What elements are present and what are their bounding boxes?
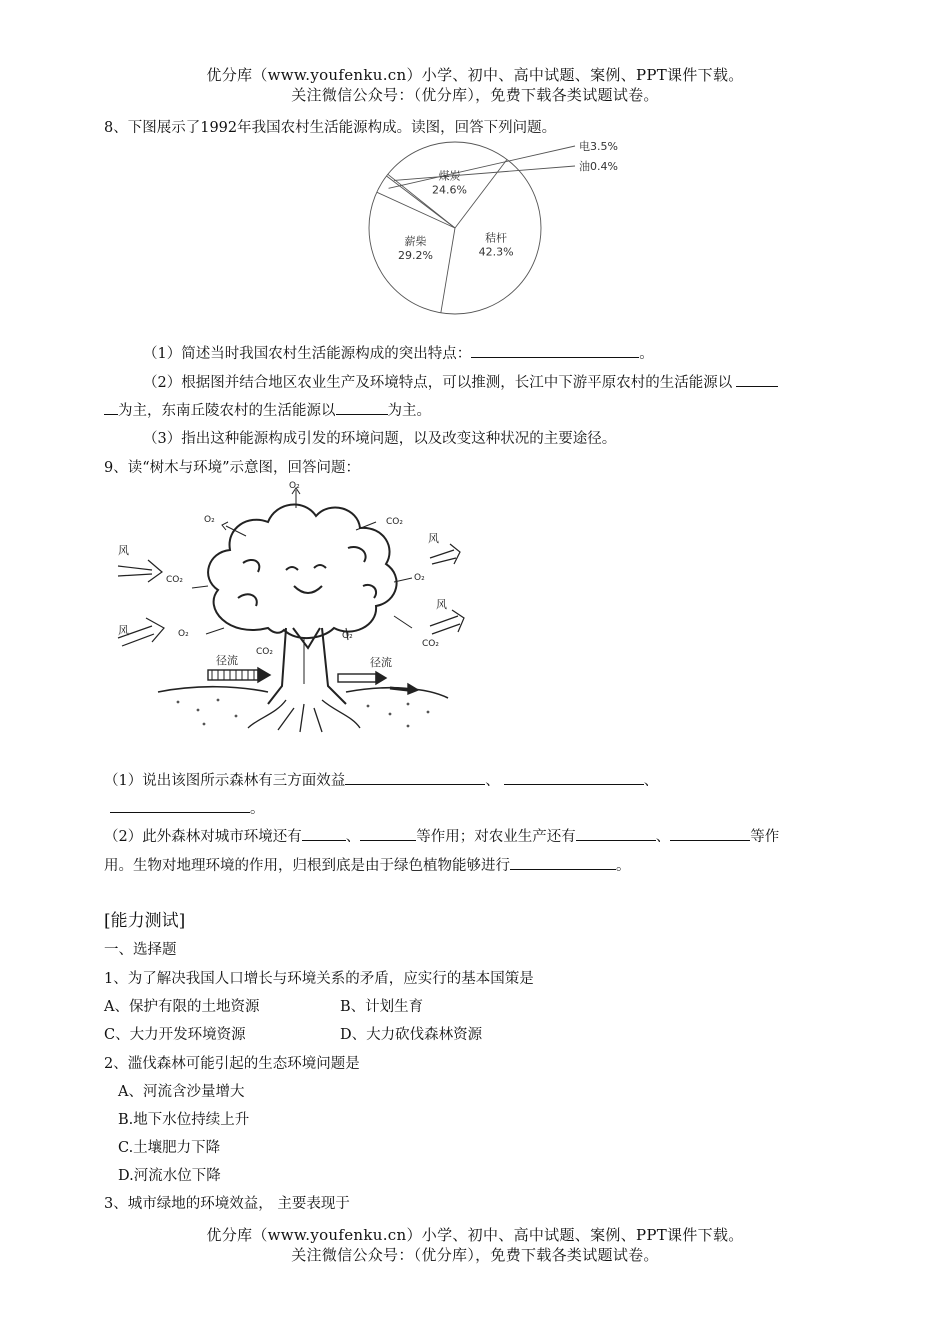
ability-q1-option-d[interactable]: D、大力砍伐森林资源	[340, 1027, 483, 1043]
q9-sub2-end: 。	[616, 858, 631, 874]
q9-sub2-line2	[104, 854, 631, 875]
answer-blank[interactable]	[504, 770, 644, 785]
q9-sub2-text-d: 用。生物对地理环境的作用，归根到底是由于绿色植物能够进行	[104, 858, 510, 874]
o2-label: O₂	[342, 631, 353, 641]
q9-sub1-line2	[104, 797, 265, 818]
pie-small-slice-label: 电3.5%	[579, 140, 618, 153]
pie-slice-boundary	[441, 228, 455, 313]
co2-label: CO₂	[166, 575, 183, 585]
q8-sub3: （3）指出这种能源构成引发的环境问题，以及改变这种状况的主要途径。	[143, 431, 617, 447]
header-line-2: 关注微信公众号：（优分库），免费下载各类试题试卷。	[291, 86, 659, 104]
separator: 、	[643, 773, 659, 789]
pie-slice-label: 煤炭	[438, 169, 461, 183]
o2-label: O₂	[178, 629, 189, 639]
answer-blank[interactable]	[471, 343, 639, 358]
q9-sub2-text: （2）此外森林对城市环境还有	[104, 829, 302, 845]
q8-sub2-text-c: 为主。	[387, 403, 431, 419]
tree-environment-figure	[108, 478, 478, 740]
q8-sub2-text-b: 为主，东南丘陵农村的生活能源以	[118, 403, 336, 419]
tree-trunk	[268, 628, 346, 704]
q9-stem: 9、读“树木与环境”示意图，回答问题：	[104, 460, 361, 476]
q8-sub1-text: （1）简述当时我国农村生活能源构成的突出特点：	[143, 346, 472, 362]
wind-label: 风	[436, 598, 447, 611]
o2-label: O₂	[289, 481, 300, 491]
pie-slice-value: 24.6%	[432, 183, 467, 197]
answer-blank[interactable]	[736, 372, 778, 387]
pie-small-slice-label: 油0.4%	[579, 160, 618, 173]
co2-label: CO₂	[386, 517, 403, 527]
pie-slice-label: 秸杆	[485, 231, 508, 245]
q9-sub2-text-c: 等作	[750, 829, 780, 845]
runoff-label: 径流	[216, 654, 238, 667]
ability-q2-option-c[interactable]: C.土壤肥力下降	[118, 1140, 221, 1156]
pie-slice-label: 薪柴	[404, 234, 427, 248]
ability-q1-option-a[interactable]: A、保护有限的土地资源	[104, 999, 260, 1015]
q9-sub1-text: （1）说出该图所示森林有三方面效益	[104, 773, 346, 789]
q8-sub2-line1	[143, 371, 778, 392]
wind-label: 风	[118, 624, 129, 637]
section-heading: 一、选择题	[104, 942, 177, 958]
wind-label: 风	[428, 532, 439, 545]
answer-blank[interactable]	[510, 855, 616, 870]
ability-q2-option-b[interactable]: B.地下水位持续上升	[118, 1112, 250, 1128]
q8-sub1	[143, 342, 654, 363]
pie-slice-value: 42.3%	[478, 245, 514, 259]
separator: 、	[485, 773, 500, 789]
footer-line-2: 关注微信公众号：（优分库），免费下载各类试题试卷。	[291, 1246, 659, 1264]
ability-q1-option-b[interactable]: B、计划生育	[340, 999, 424, 1015]
answer-blank[interactable]	[360, 826, 416, 841]
q8-sub2-text: （2）根据图并结合地区农业生产及环境特点，可以推测，长江中下游平原农村的生活能源以	[143, 375, 733, 391]
footer-line-1: 优分库（www.youfenku.cn）小学、初中、高中试题、案例、PPT课件下载。	[206, 1226, 744, 1244]
pie-leader-line	[394, 166, 575, 180]
o2-label: O₂	[204, 515, 215, 525]
co2-label: CO₂	[422, 639, 439, 649]
pie-leader-line	[389, 146, 575, 188]
ability-q1-option-c[interactable]: C、大力开发环境资源	[104, 1027, 246, 1043]
answer-blank[interactable]	[576, 826, 656, 841]
ability-q1-stem: 1、为了解决我国人口增长与环境关系的矛盾，应实行的基本国策是	[104, 971, 534, 987]
answer-blank[interactable]	[336, 400, 388, 415]
answer-blank[interactable]	[110, 798, 250, 813]
ability-q2-stem: 2、滥伐森林可能引起的生态环境问题是	[104, 1056, 360, 1072]
pie-slice-boundary	[377, 192, 455, 228]
energy-pie-chart	[355, 138, 618, 316]
q9-sub2-text-b: 等作用；对农业生产还有	[416, 829, 576, 845]
o2-label: O₂	[414, 573, 425, 583]
co2-label: CO₂	[256, 647, 273, 657]
answer-blank[interactable]	[670, 826, 750, 841]
answer-blank[interactable]	[345, 770, 485, 785]
q9-sub1-end: 。	[250, 801, 265, 817]
answer-blank[interactable]	[302, 826, 346, 841]
wind-label: 风	[118, 544, 129, 557]
ability-q2-option-a[interactable]: A、河流含沙量增大	[118, 1084, 245, 1100]
answer-blank[interactable]	[104, 400, 118, 415]
ability-test-title: [能力测试]	[104, 911, 186, 931]
q9-sub2-line1	[104, 825, 779, 846]
q9-sub1-line1	[104, 769, 658, 790]
separator: 、	[345, 829, 361, 845]
q8-sub1-end: 。	[639, 346, 654, 362]
q8-sub2-line2	[104, 399, 431, 420]
header-line-1: 优分库（www.youfenku.cn）小学、初中、高中试题、案例、PPT课件下载。	[206, 66, 744, 84]
ability-q3-stem: 3、城市绿地的环境效益， 主要表现于	[104, 1196, 350, 1212]
ability-q2-option-d[interactable]: D.河流水位下降	[118, 1168, 221, 1184]
q8-stem: 8、下图展示了1992年我国农村生活能源构成。读图，回答下列问题。	[104, 120, 557, 136]
runoff-label: 径流	[370, 656, 392, 669]
pie-slice-value: 29.2%	[398, 248, 433, 262]
separator: 、	[655, 829, 671, 845]
